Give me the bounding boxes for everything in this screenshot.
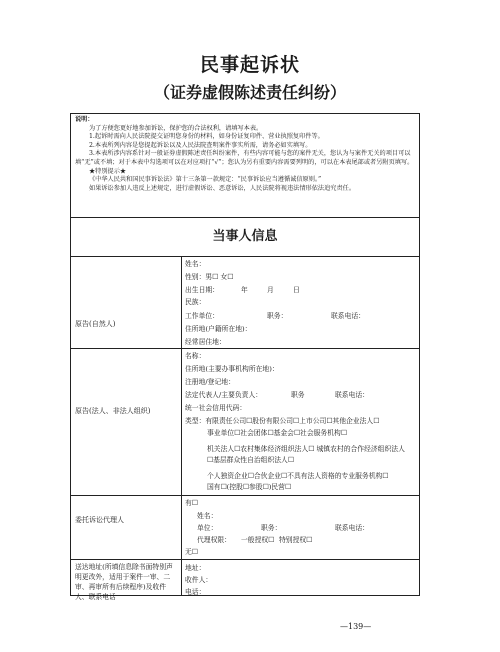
complaint-form-table [70,113,420,601]
field-domicile[interactable]: 住所地(户籍所在地)： [185,325,252,333]
field-legal-representative[interactable]: 法定代表人/主要负责人： [185,391,263,399]
org-type-line-1[interactable]: 类型：有限责任公司☐股份有限公司☐上市公司☐其他企业法人☐ [185,417,380,425]
field-agent-employer[interactable]: 单位： [197,524,218,532]
birth-day-label: 日 [293,286,300,294]
row-divider [71,495,419,496]
general-authority-checkbox[interactable]: 一般授权☐ [241,536,275,544]
org-type-line-5[interactable]: 个人独资企业☐合伙企业☐不具有法人资格的专业服务机构☐ [207,472,389,480]
special-authority-checkbox[interactable]: 特别授权☐ [279,536,313,544]
field-rep-phone[interactable]: 联系电话： [335,391,369,399]
column-divider [181,256,182,595]
field-service-phone[interactable]: 电话： [185,588,206,596]
special-tip-line-1: 《中华人民共和国民事诉讼法》第十三条第一款规定：“民事诉讼应当遵循诚信原则。” [89,176,322,184]
row-label-natural-person: 原告(自然人) [75,320,116,328]
special-tip-line-2: 如果诉讼参加人违反上述规定，进行虚假诉讼、恶意诉讼，人民法院将视违法情形依法追究责任。 [89,184,356,192]
page-number: —139— [340,622,372,631]
row-label-legal-person: 原告(法人、非法人组织) [75,407,151,415]
field-credit-code[interactable]: 统一社会信用代码： [185,404,247,412]
field-birth-date[interactable]: 出生日期： [185,286,219,294]
document-subtitle: （证券虚假陈述责任纠纷） [153,83,346,102]
field-rep-position[interactable]: 职务 [291,391,305,399]
org-type-line-6[interactable]: 国有☐(控股☐参股☐)民营☐ [207,483,292,491]
field-name[interactable]: 姓名： [185,260,206,268]
agent-yes-checkbox[interactable]: 有☐ [185,499,198,507]
instructions-line-2: 2.本表所列内容是您提起诉讼以及人民法院查明案件事实所需，请务必如实填写。 [89,141,312,149]
field-service-address[interactable]: 地址： [185,564,206,572]
instructions-block [71,114,419,218]
org-type-line-2[interactable]: 事业单位☐社会团体☐基金会☐社会服务机构☐ [207,429,347,437]
instructions-line-0: 为了方便您更好地参加诉讼，保护您的合法权利，请填写本表。 [89,124,263,132]
field-agent-phone[interactable]: 联系电话： [335,524,369,532]
row-divider [71,559,419,560]
field-agent-position[interactable]: 职务： [261,524,282,532]
field-org-address[interactable]: 住所地(主要办事机构所在地)： [185,365,279,373]
instructions-line-1: 1.起诉时需向人民法院提交证明您身份的材料，如身份证复印件、营业执照复印件等。 [89,133,324,141]
org-type-line-4[interactable]: ☐基层群众性自治组织法人☐ [207,456,294,464]
agent-none-checkbox[interactable]: 无☐ [185,548,198,556]
field-agent-name[interactable]: 姓名： [197,512,218,520]
row-label-agent: 委托诉讼代理人 [75,516,124,524]
birth-year-label: 年 [241,286,248,294]
field-position[interactable]: 职务： [267,312,288,320]
field-agent-authority: 代理权限： [197,536,231,544]
field-registered-place[interactable]: 注册地/登记地： [185,378,235,386]
row-divider [71,348,419,349]
birth-month-label: 月 [267,286,274,294]
field-ethnicity[interactable]: 民族： [185,298,206,306]
instructions-line-3: 3.本表所涉内容系针对一般证券虚假陈述责任纠纷案件，有些内容可能与您的案件无关，您认为与案件无关的项目可以填“无”或不填；对于本表中勾选项可以在对应项打“√”；您认为另有重要内容需要列明的，可以在本表尾部或者另附页填写。 [75,150,414,166]
field-residence[interactable]: 经常居住地： [185,338,226,346]
field-recipient[interactable]: 收件人： [185,576,213,584]
field-org-name[interactable]: 名称： [185,352,206,360]
special-tip-heading: ★特别提示★ [89,167,127,175]
field-employer[interactable]: 工作单位： [185,312,219,320]
section-title-parties: 当事人信息 [71,218,419,257]
instructions-label: 说明： [75,116,94,123]
field-gender[interactable]: 性别：男☐ 女☐ [185,273,234,281]
document-title: 民事起诉状 [199,54,300,76]
field-phone[interactable]: 联系电话： [331,312,365,320]
org-type-line-3[interactable]: 机关法人☐农村集体经济组织法人☐ 城镇农村的合作经济组织法人 [207,445,405,453]
row-label-service-address: 送达地址(所填信息除书面特别声明更改外，适用于案件一审、二审、再审所有后续程序)及收件人、联系电话 [75,563,173,601]
